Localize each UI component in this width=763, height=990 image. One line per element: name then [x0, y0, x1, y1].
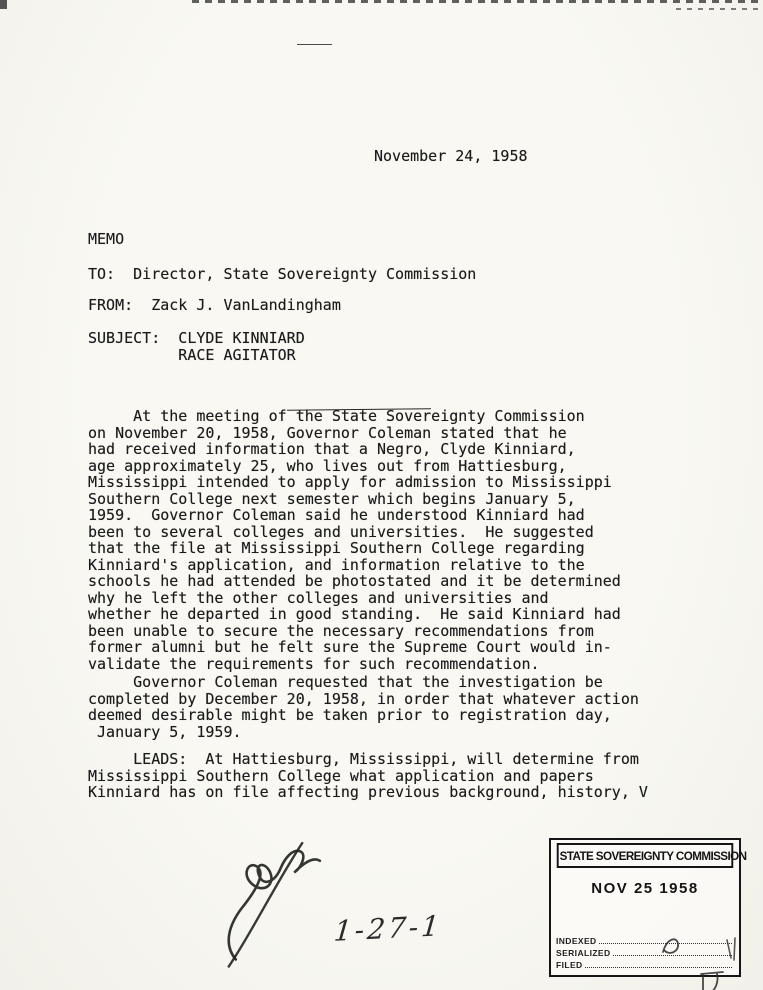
dotted-leader — [585, 967, 732, 968]
text-line: whether he departed in good standing. He said Kinniard had — [88, 605, 621, 623]
received-date-stamp — [549, 838, 747, 977]
memo-subject — [88, 330, 305, 363]
stamp-fields — [556, 934, 734, 970]
text-line: Mississippi Southern College what application and papers — [88, 766, 594, 785]
text-line: SUBJECT: CLYDE KINNIARD — [88, 329, 305, 347]
text-line: At the meeting of the State Sovereignty Commission — [88, 407, 585, 425]
handwritten-index-scrawl — [204, 832, 338, 969]
text-line: that the file at Mississippi Southern College regarding — [88, 539, 585, 557]
text-line: former alumni but he felt sure the Supreme Court would in- — [88, 638, 612, 656]
paragraph-2 — [88, 674, 639, 740]
stamp-field-label: INDEXED — [556, 936, 597, 946]
text-line: Kinniard's application, and information relative to the — [88, 555, 585, 574]
paragraph-1 — [88, 375, 621, 722]
paragraph-3-leads — [88, 751, 648, 801]
text-line: had received information that a Negro, Clyde Kinniard, — [88, 440, 576, 458]
stamp-field-indexed — [556, 934, 734, 946]
stamp-field-label: FILED — [556, 960, 583, 970]
stamp-title: STATE SOVEREIGNTY COMMISSION — [557, 843, 734, 868]
stamp-field-label: SERIALIZED — [556, 948, 611, 958]
handwritten-file-number: 1-27-1 — [332, 909, 444, 948]
text-line: 1959. Governor Coleman said he understood Kinniard had — [88, 506, 585, 524]
stamp-received-date: NOV 25 1958 — [591, 880, 699, 897]
text-line: LEADS: At Hattiesburg, Mississippi, will determine from — [88, 750, 639, 768]
text-line: completed by December 20, 1958, in order that whatever action — [88, 689, 639, 708]
text-line: on November 20, 1958, Governor Coleman stated that he — [88, 423, 567, 442]
text-line: been to several colleges and universities. He suggested — [88, 522, 594, 541]
memo-label: MEMO — [88, 230, 125, 248]
text-line: Kinniard has on file affecting previous background, history, V — [88, 783, 648, 801]
text-line: why he left the other colleges and universities and — [88, 588, 549, 607]
dotted-leader — [599, 943, 732, 944]
text-line: deemed desirable might be taken prior to registration day, — [88, 706, 612, 724]
scan-artifact-underscore — [297, 44, 332, 45]
text-line: Mississippi intended to apply for admission to Mississippi — [88, 473, 612, 491]
scan-artifact-corner-smudge — [0, 0, 7, 9]
text-line: Southern College next semester which begins January 5, — [88, 489, 576, 508]
paragraph-1-lines — [88, 408, 621, 672]
text-line: Governor Coleman requested that the investigation be — [88, 673, 603, 691]
text-line: schools he had attended be photostated and it be determined — [88, 572, 621, 590]
memo-to-line: TO: Director, State Sovereignty Commission — [88, 265, 477, 283]
text-line: age approximately 25, who lives out from Hattiesburg, — [88, 456, 567, 475]
stamp-field-serialized — [556, 946, 734, 958]
memo-from-line: FROM: Zack J. VanLandingham — [88, 296, 341, 314]
dotted-leader — [613, 955, 732, 956]
text-line: validate the requirements for such recommendation. — [88, 654, 540, 673]
memo-date: November 24, 1958 — [374, 147, 528, 165]
text-line: been unable to secure the necessary recommendations from — [88, 621, 594, 640]
text-line: January 5, 1959. — [88, 722, 242, 741]
scan-artifact-top-dashes — [192, 0, 763, 3]
text-line: RACE AGITATOR — [88, 345, 296, 364]
scan-artifact-top-dashes-right — [676, 8, 763, 10]
stamp-field-filed — [556, 958, 734, 970]
